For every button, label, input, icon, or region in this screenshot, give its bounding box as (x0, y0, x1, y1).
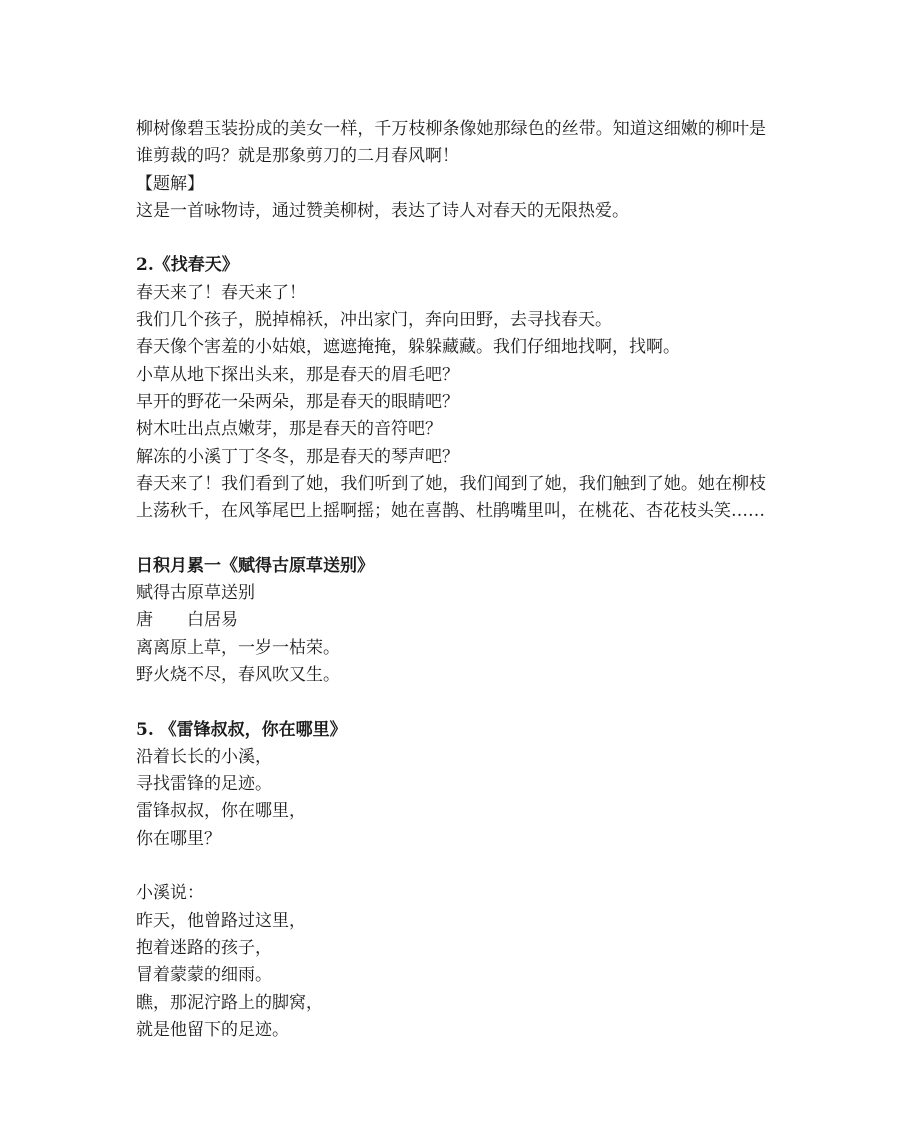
text-line: 我们几个孩子，脱掉棉袄，冲出家门，奔向田野，去寻找春天。 (136, 310, 612, 331)
poem-line: 沿着长长的小溪， (136, 746, 272, 767)
section-title-lei-feng: 5. 《雷锋叔叔，你在哪里》 (136, 719, 347, 740)
section-title-daily-accumulation: 日积月累一《赋得古原草送别》 (136, 555, 374, 576)
text-line: 解冻的小溪丁丁冬冬，那是春天的琴声吧？ (136, 446, 459, 467)
poem-title: 赋得古原草送别 (136, 583, 255, 604)
poem-line: 瞧，那泥泞路上的脚窝， (136, 992, 323, 1013)
poem-line: 寻找雷锋的足迹。 (136, 774, 272, 795)
explanation-paragraph: 这是一首咏物诗，通过赞美柳树，表达了诗人对春天的无限热爱。 (136, 200, 629, 221)
spacer (136, 689, 766, 716)
poem-line: 昨天，他曾路过这里， (136, 910, 306, 931)
poem-line: 离离原上草，一岁一枯荣。 (136, 637, 340, 658)
explanation-label: 【题解】 (136, 173, 204, 194)
poem-author: 唐 白居易 (136, 610, 238, 631)
text-line: 早开的野花一朵两朵，那是春天的眼睛吧？ (136, 391, 459, 412)
poem-line: 雷锋叔叔，你在哪里， (136, 801, 306, 822)
poem-line: 冒着蒙蒙的细雨。 (136, 965, 272, 986)
text-line: 春天像个害羞的小姑娘，遮遮掩掩，躲躲藏藏。我们仔细地找啊，找啊。 (136, 337, 680, 358)
poem-translation-paragraph: 柳树像碧玉装扮成的美女一样，千万枝柳条像她那绿色的丝带。知道这细嫩的柳叶是谁剪裁的吗？就是那象剪刀的二月春风啊！ (136, 119, 766, 167)
text-line: 小草从地下探出头来，那是春天的眉毛吧？ (136, 364, 459, 385)
text-line: 春天来了！春天来了！ (136, 282, 306, 303)
document-page (136, 116, 766, 1044)
spacer (136, 853, 766, 880)
text-line: 树木吐出点点嫩芽，那是春天的音符吧？ (136, 419, 442, 440)
poem-line: 抱着迷路的孩子， (136, 937, 272, 958)
poem-line: 小溪说： (136, 883, 204, 904)
poem-line: 你在哪里？ (136, 828, 221, 849)
poem-line: 就是他留下的足迹。 (136, 1019, 289, 1040)
poem-line: 野火烧不尽，春风吹又生。 (136, 664, 340, 685)
spacer (136, 225, 766, 252)
spacer (136, 525, 766, 552)
text-paragraph: 春天来了！我们看到了她，我们听到了她，我们闻到了她，我们触到了她。她在柳枝上荡秋千，在风筝尾巴上摇啊摇；她在喜鹊、杜鹃嘴里叫，在桃花、杏花枝头笑…… (136, 473, 766, 522)
section-title-find-spring: 2.《找春天》 (136, 255, 239, 276)
